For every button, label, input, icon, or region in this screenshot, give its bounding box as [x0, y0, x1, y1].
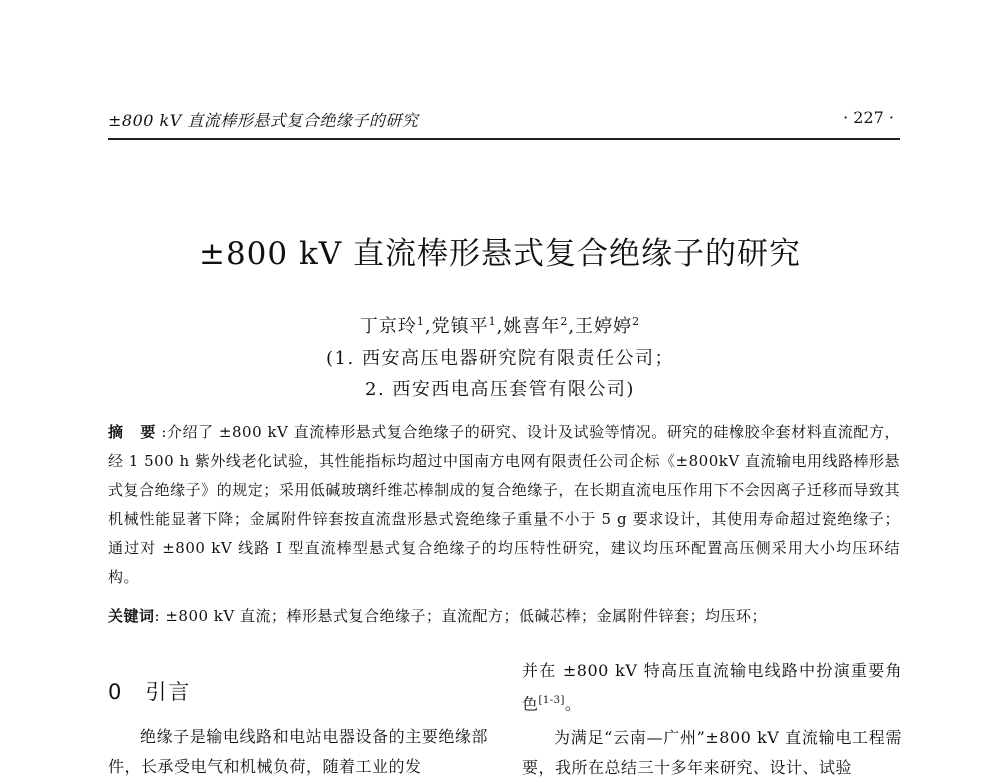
- author-list: [0, 312, 1000, 338]
- author-affiliation-mark: 2: [632, 315, 641, 328]
- author-separator: ,: [496, 316, 504, 337]
- running-header: [108, 104, 900, 140]
- section-heading: [108, 676, 488, 706]
- page-number: · 227 ·: [843, 108, 894, 127]
- right-paragraph-1-end: 。: [564, 694, 582, 714]
- section-title: 引言: [145, 680, 192, 704]
- left-column: [108, 668, 488, 782]
- author-name: 王婷婷: [575, 316, 633, 337]
- abstract-text: :介绍了 ±800 kV 直流棒形悬式复合绝缘子的研究、设计及试验等情况。研究的硅橡胶伞套材料直流配方，经 1 500 h 紫外线老化试验，其性能指标均超过中国南方电网有限责任公司企标《±800kV 直流输电用线路棒形悬式复合绝缘子》的规定；采用低碱玻璃纤维芯棒制成的复合绝缘子，在长期直流电压作用下不会因离子迁移而导致其机械性能显著下降；金属附件锌套按直流盘形悬式瓷绝缘子重量不小于 5 g 要求设计，其使用寿命超过瓷绝缘子；通过对 ±800 kV 线路 I 型直流棒型悬式复合绝缘子的均压特性研究，建议均压环配置高压侧采用大小均压环结构。: [108, 423, 900, 586]
- right-paragraph-1-text: 并在 ±800 kV 特高压直流输电线路中扮演重要角色: [522, 661, 902, 714]
- author-affiliation-mark: 1: [416, 315, 425, 328]
- affiliation-1: (1. 西安高压电器研究院有限责任公司；: [326, 348, 674, 369]
- author-separator: ,: [568, 316, 576, 337]
- running-title: ±800 kV 直流棒形悬式复合绝缘子的研究: [108, 111, 419, 130]
- author-name: 党镇平: [431, 316, 489, 337]
- author-name: 丁京玲: [359, 316, 417, 337]
- keywords: [108, 602, 900, 631]
- right-column: [522, 656, 902, 783]
- author-affiliation-mark: 1: [488, 315, 497, 328]
- keywords-label: 关键词: [108, 607, 155, 625]
- author-name: 姚喜年: [503, 316, 561, 337]
- citation-ref: [1-3]: [538, 695, 565, 706]
- right-paragraph-1: [522, 656, 902, 719]
- affiliation-2: 2. 西安西电高压套管有限公司): [365, 379, 635, 400]
- author-separator: ,: [424, 316, 432, 337]
- right-paragraph-2: 为满足“云南—广州”±800 kV 直流输电工程需要，我所在总结三十多年来研究、设计、试验: [522, 728, 902, 778]
- abstract: [108, 418, 900, 592]
- section-number: 0: [108, 680, 124, 704]
- abstract-label: 摘 要: [108, 423, 162, 441]
- keywords-text: : ±800 kV 直流；棒形悬式复合绝缘子；直流配方；低碱芯棒；金属附件锌套；均压环；: [154, 607, 767, 625]
- author-affiliation-mark: 2: [560, 315, 569, 328]
- article-title: ±800 kV 直流棒形悬式复合绝缘子的研究: [198, 236, 802, 272]
- intro-paragraph: 绝缘子是输电线路和电站电器设备的主要绝缘部件，长承受电气和机械负荷，随着工业的发: [108, 727, 488, 776]
